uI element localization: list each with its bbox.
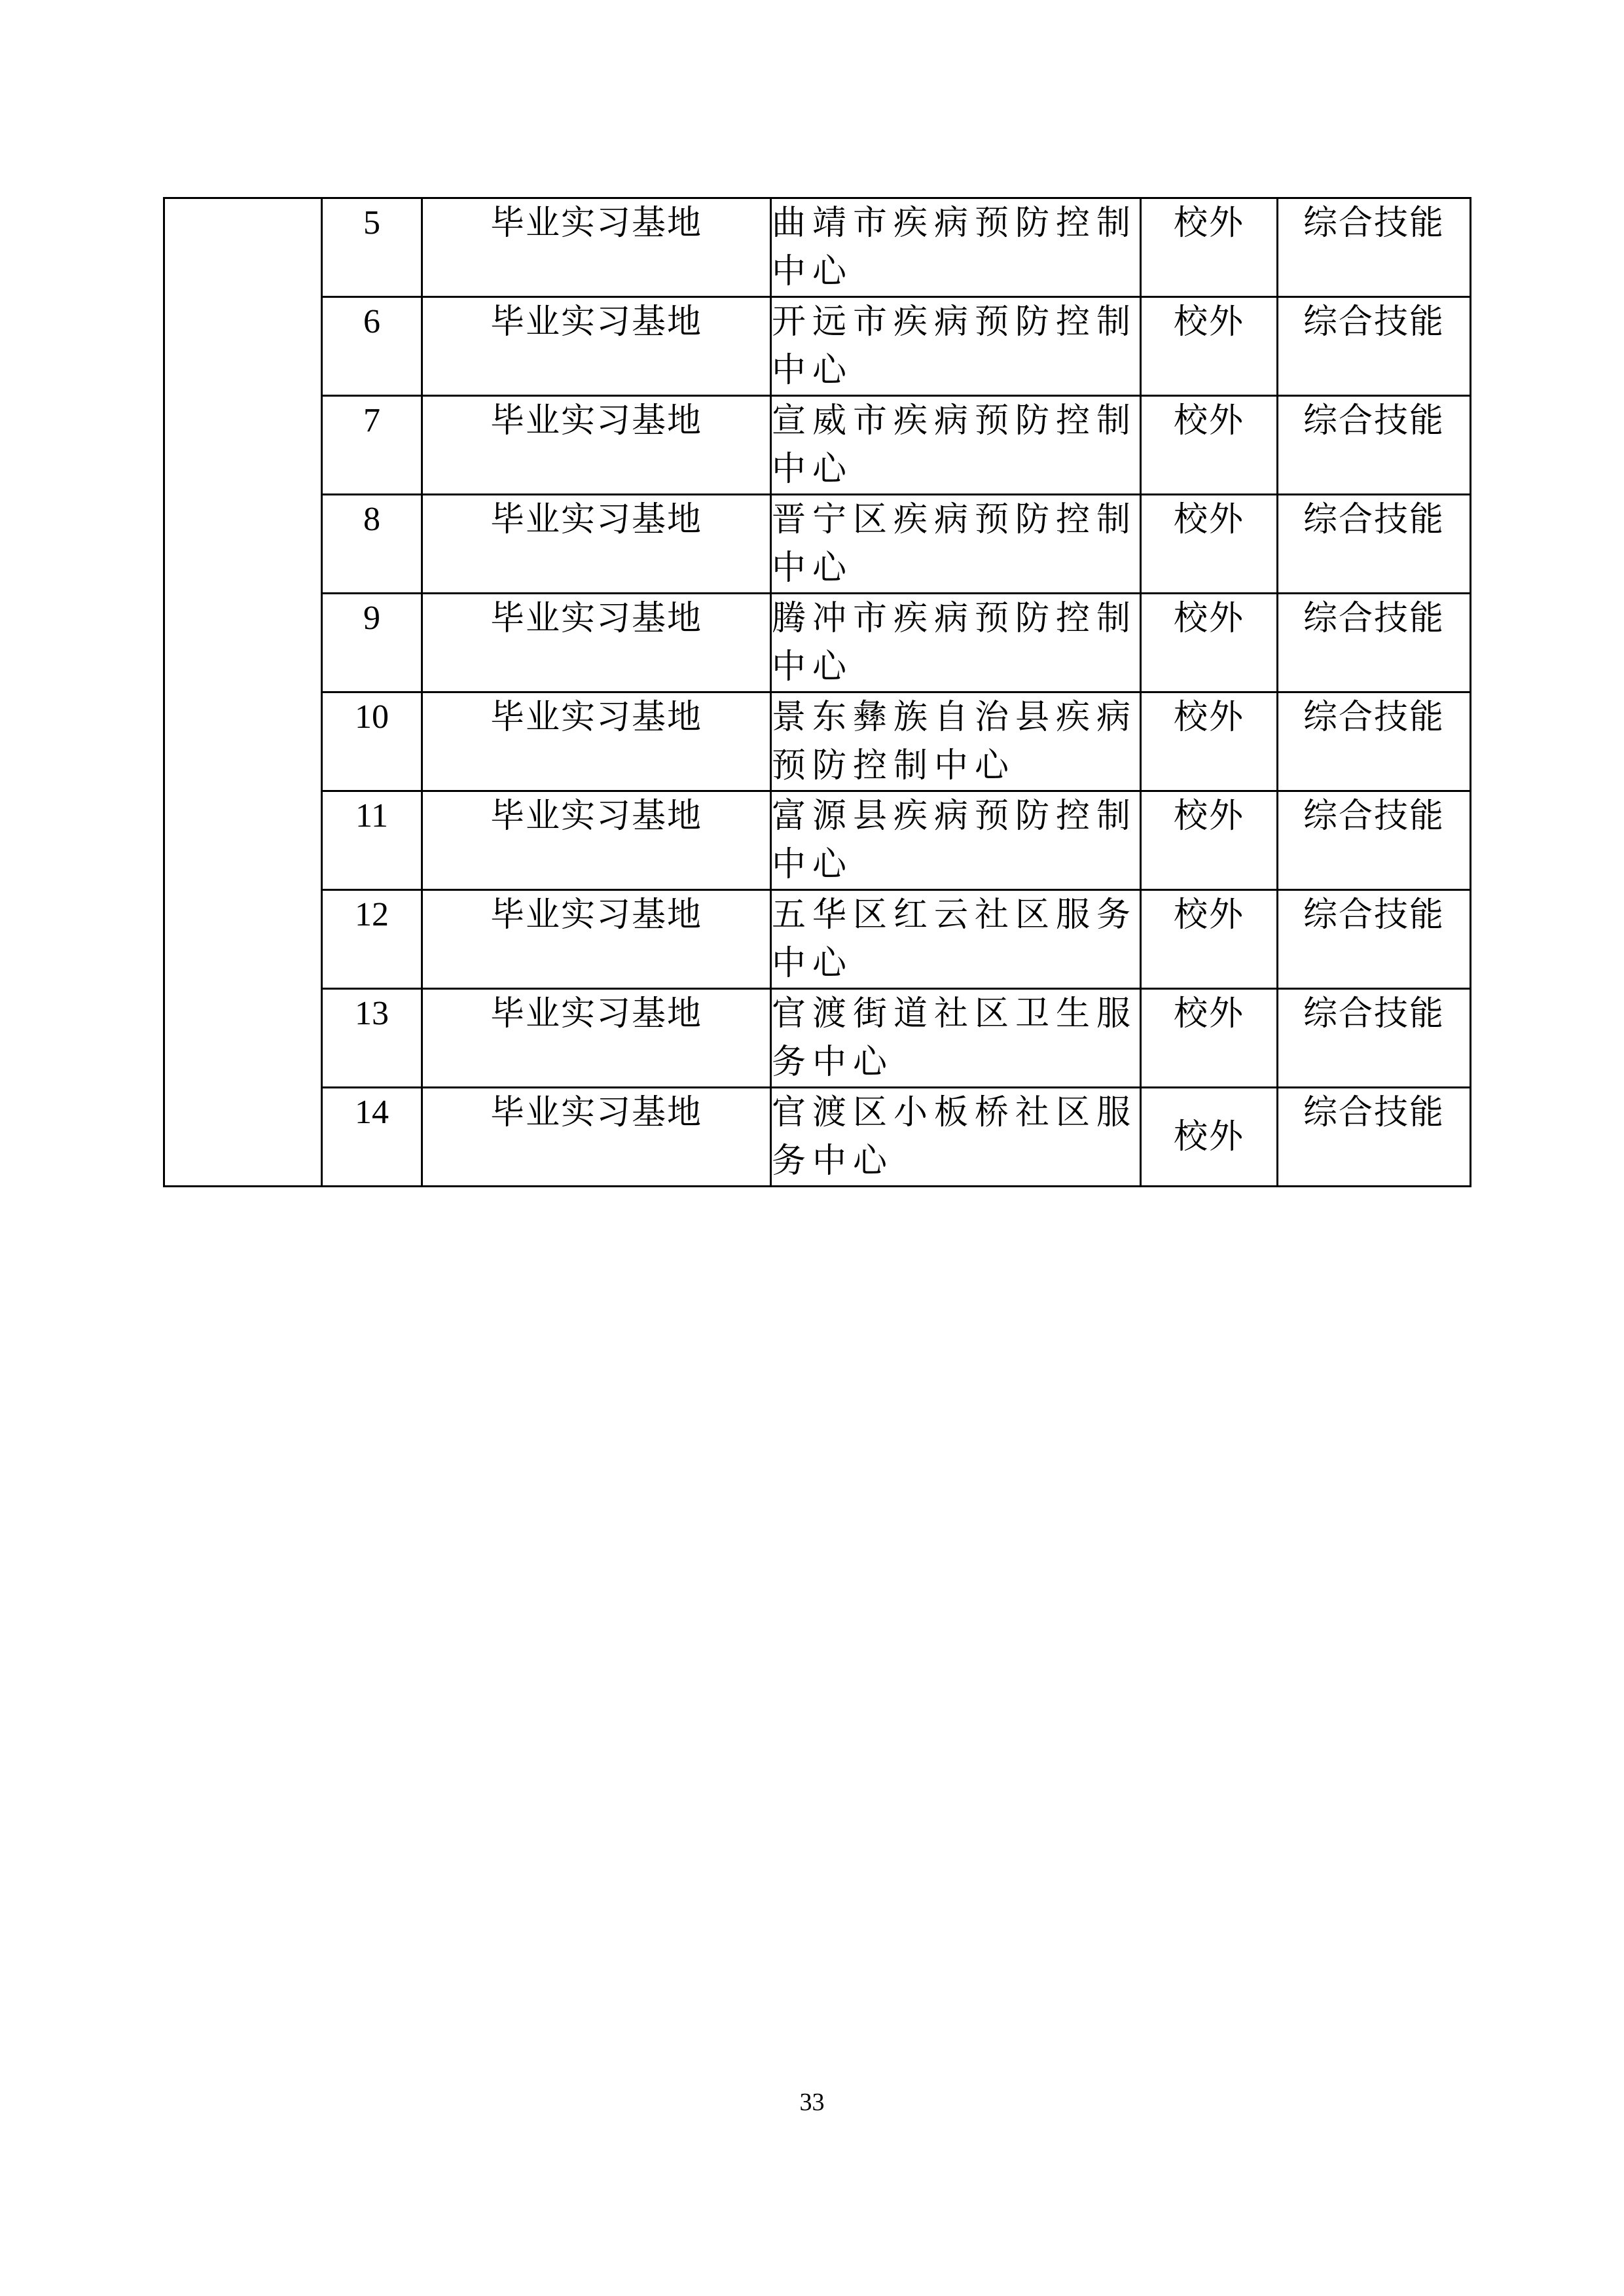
location-cell: 校外 xyxy=(1141,890,1278,989)
base-type-cell: 毕业实习基地 xyxy=(422,692,771,791)
location-cell: 校外 xyxy=(1141,396,1278,495)
base-name-cell: 富源县疾病预防控制中心 xyxy=(771,791,1141,890)
location-cell: 校外 xyxy=(1141,495,1278,594)
table-row xyxy=(164,692,1471,791)
location-cell: 校外 xyxy=(1141,791,1278,890)
base-name-cell: 宣威市疾病预防控制中心 xyxy=(771,396,1141,495)
table-row xyxy=(164,1088,1471,1187)
base-type-cell: 毕业实习基地 xyxy=(422,890,771,989)
table-row xyxy=(164,495,1471,594)
row-number-cell: 7 xyxy=(322,396,422,495)
location-cell: 校外 xyxy=(1141,198,1278,297)
location-cell: 校外 xyxy=(1141,1088,1278,1187)
table-row xyxy=(164,890,1471,989)
function-cell: 综合技能 xyxy=(1278,495,1471,594)
function-cell: 综合技能 xyxy=(1278,1088,1471,1187)
table-row xyxy=(164,396,1471,495)
row-number-cell: 10 xyxy=(322,692,422,791)
function-cell: 综合技能 xyxy=(1278,791,1471,890)
base-name-cell: 五华区红云社区服务中心 xyxy=(771,890,1141,989)
base-type-cell: 毕业实习基地 xyxy=(422,198,771,297)
row-number-cell: 14 xyxy=(322,1088,422,1187)
function-cell: 综合技能 xyxy=(1278,989,1471,1088)
location-cell: 校外 xyxy=(1141,594,1278,692)
function-cell: 综合技能 xyxy=(1278,594,1471,692)
base-name-cell: 曲靖市疾病预防控制中心 xyxy=(771,198,1141,297)
row-number-cell: 12 xyxy=(322,890,422,989)
row-number-cell: 9 xyxy=(322,594,422,692)
base-type-cell: 毕业实习基地 xyxy=(422,495,771,594)
base-type-cell: 毕业实习基地 xyxy=(422,594,771,692)
location-cell: 校外 xyxy=(1141,692,1278,791)
base-name-cell: 官渡区小板桥社区服务中心 xyxy=(771,1088,1141,1187)
table-row xyxy=(164,297,1471,396)
table-row xyxy=(164,198,1471,297)
base-name-cell: 官渡街道社区卫生服务中心 xyxy=(771,989,1141,1088)
table-row xyxy=(164,791,1471,890)
row-number-cell: 6 xyxy=(322,297,422,396)
group-cell xyxy=(164,198,322,1187)
base-type-cell: 毕业实习基地 xyxy=(422,791,771,890)
location-cell: 校外 xyxy=(1141,989,1278,1088)
row-number-cell: 11 xyxy=(322,791,422,890)
base-type-cell: 毕业实习基地 xyxy=(422,396,771,495)
base-name-cell: 景东彝族自治县疾病预防控制中心 xyxy=(771,692,1141,791)
base-type-cell: 毕业实习基地 xyxy=(422,297,771,396)
row-number-cell: 5 xyxy=(322,198,422,297)
row-number-cell: 13 xyxy=(322,989,422,1088)
practice-base-table xyxy=(163,197,1471,1187)
base-type-cell: 毕业实习基地 xyxy=(422,989,771,1088)
page-number: 33 xyxy=(799,2089,825,2116)
function-cell: 综合技能 xyxy=(1278,297,1471,396)
function-cell: 综合技能 xyxy=(1278,692,1471,791)
base-name-cell: 晋宁区疾病预防控制中心 xyxy=(771,495,1141,594)
function-cell: 综合技能 xyxy=(1278,198,1471,297)
base-type-cell: 毕业实习基地 xyxy=(422,1088,771,1187)
location-cell: 校外 xyxy=(1141,297,1278,396)
row-number-cell: 8 xyxy=(322,495,422,594)
base-name-cell: 腾冲市疾病预防控制中心 xyxy=(771,594,1141,692)
base-name-cell: 开远市疾病预防控制中心 xyxy=(771,297,1141,396)
table-body xyxy=(164,198,1471,1187)
function-cell: 综合技能 xyxy=(1278,890,1471,989)
table-row xyxy=(164,594,1471,692)
table-row xyxy=(164,989,1471,1088)
function-cell: 综合技能 xyxy=(1278,396,1471,495)
